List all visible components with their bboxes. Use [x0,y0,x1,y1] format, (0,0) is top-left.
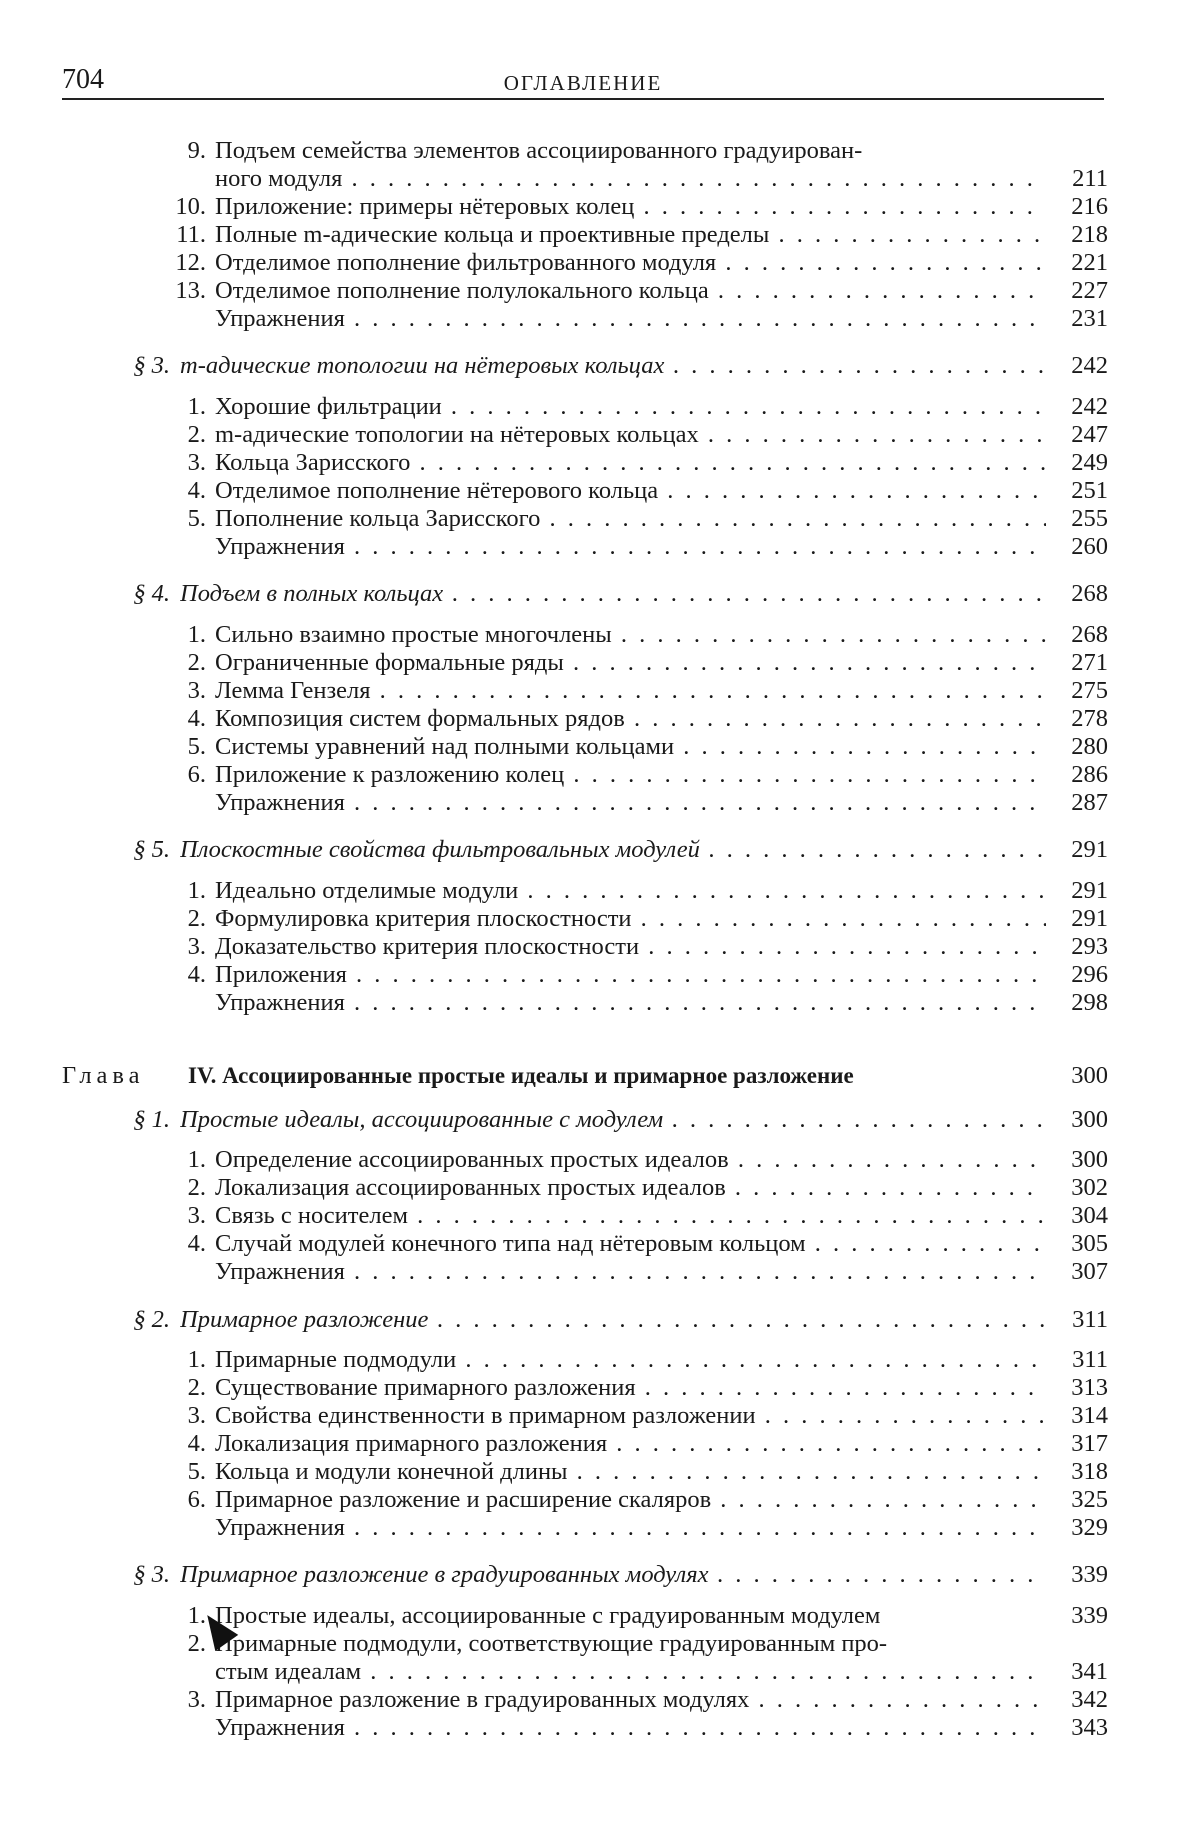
entry-page-number: 242 [1071,393,1108,420]
entry-title: Подъем семейства элементов ассоциированного градуирован- [215,137,863,164]
entry-number: 6. [187,1486,206,1513]
toc-entry [0,1458,1200,1486]
entry-title: Упражнения . . . [215,789,1046,817]
entry-title: Локализация ассоциированных простых идеалов . . . [215,1174,1046,1202]
entry-page-number: 325 [1071,1486,1108,1513]
entry-title: Пополнение кольца Зарисского . . . [215,505,1046,533]
entry-number: 3. [187,1202,206,1229]
entry-title: Приложение к разложению колец . . . [215,761,1046,789]
entry-title: Простые идеалы, ассоциированные с модулем . . . [180,1106,1046,1134]
entry-page-number: 247 [1071,421,1108,448]
toc-entry [0,1630,1200,1658]
entry-number: 4. [187,477,206,504]
entry-page-number: 342 [1071,1686,1108,1713]
header-rule [62,98,1104,100]
chapter-label: Глава [62,1062,145,1089]
toc-entry [0,789,1200,817]
entry-page-number: 305 [1071,1230,1108,1257]
entry-number: 12. [175,249,206,276]
toc-entry [0,352,1200,380]
entry-page-number: 211 [1072,165,1108,192]
entry-number: 2. [187,1174,206,1201]
entry-page-number: 341 [1071,1658,1108,1685]
entry-page-number: 280 [1071,733,1108,760]
toc-entry [0,421,1200,449]
toc-entry [0,393,1200,421]
toc-entry [0,1306,1200,1334]
entry-title: Примарные подмодули, соответствующие градуированным про- [215,1630,888,1657]
entry-title: Ограниченные формальные ряды . . . [215,649,1046,677]
entry-page-number: 302 [1071,1174,1108,1201]
entry-page-number: 304 [1071,1202,1108,1229]
entry-title: Отделимое пополнение нётерового кольца . . . [215,477,1046,505]
entry-number: 3. [187,677,206,704]
toc-entry [0,1486,1200,1514]
entry-number: 1. [187,621,206,648]
entry-title: Отделимое пополнение фильтрованного модуля . . . [215,249,1046,277]
entry-page-number: 286 [1071,761,1108,788]
toc-entry [0,1202,1200,1230]
entry-number: 1. [187,1146,206,1173]
toc-entry [0,1402,1200,1430]
entry-title: Примарное разложение . . . [180,1306,1046,1334]
entry-title: Упражнения . . . [215,1258,1046,1286]
entry-number: 11. [176,221,206,248]
toc-entry [0,621,1200,649]
entry-page-number: 278 [1071,705,1108,732]
toc-entry [0,193,1200,221]
entry-number: 13. [175,277,206,304]
entry-title: Связь с носителем . . . [215,1202,1046,1230]
toc-entry [0,1062,1200,1090]
toc-entry [0,1346,1200,1374]
toc-entry [0,477,1200,505]
entry-title: Упражнения . . . [215,989,1046,1017]
entry-page-number: 318 [1071,1458,1108,1485]
entry-number: 5. [187,733,206,760]
entry-page-number: 231 [1071,305,1108,332]
entry-page-number: 300 [1071,1062,1108,1089]
entry-title: Существование примарного разложения . . . [215,1374,1046,1402]
entry-title: Примарное разложение и расширение скаляров . . . [215,1486,1046,1514]
toc-entry [0,1146,1200,1174]
entry-number: 1. [187,393,206,420]
entry-title: Упражнения . . . [215,305,1046,333]
entry-number: 2. [187,1630,206,1657]
toc-entry [0,1561,1200,1589]
toc-entry [0,533,1200,561]
entry-title: Сильно взаимно простые многочлены . . . [215,621,1046,649]
entry-page-number: 287 [1071,789,1108,816]
entry-title: Приложение: примеры нётеровых колец . . . [215,193,1046,221]
entry-number: § 1. [133,1106,170,1133]
entry-page-number: 242 [1071,352,1108,379]
entry-page-number: 343 [1071,1714,1108,1741]
entry-title: Плоскостные свойства фильтровальных модулей . . . [180,836,1046,864]
entry-title: Системы уравнений над полными кольцами . . . [215,733,1046,761]
entry-number: 10. [175,193,206,220]
toc-entry [0,1174,1200,1202]
entry-page-number: 291 [1071,836,1108,863]
toc-entry [0,733,1200,761]
entry-page-number: 227 [1071,277,1108,304]
toc-entry [0,580,1200,608]
entry-title: Лемма Гензеля . . . [215,677,1046,705]
entry-title: Свойства единственности в примарном разложении . . . [215,1402,1046,1430]
entry-title: m-адические топологии на нётеровых кольцах . . . [215,421,1046,449]
toc-entry [0,449,1200,477]
toc-entry [0,961,1200,989]
entry-page-number: 300 [1071,1106,1108,1133]
entry-title: Случай модулей конечного типа над нётеровым кольцом . . . [215,1230,1046,1258]
toc-entry [0,836,1200,864]
entry-page-number: 221 [1071,249,1108,276]
entry-page-number: 329 [1071,1514,1108,1541]
toc-entry [0,165,1200,193]
entry-title: Полные m-адические кольца и проективные пределы . . . [215,221,1046,249]
entry-title: Примарное разложение в градуированных модулях . . . [215,1686,1046,1714]
entry-number: 2. [187,421,206,448]
entry-number: 6. [187,761,206,788]
entry-number: 4. [187,961,206,988]
entry-title: Упражнения . . . [215,533,1046,561]
entry-page-number: 275 [1071,677,1108,704]
entry-page-number: 339 [1071,1602,1108,1629]
entry-number: 4. [187,1430,206,1457]
entry-number: 3. [187,933,206,960]
entry-page-number: 311 [1072,1306,1108,1333]
entry-title: Формулировка критерия плоскостности . . . [215,905,1046,933]
entry-title: Приложения . . . [215,961,1046,989]
entry-title: Примарные подмодули . . . [215,1346,1046,1374]
toc-entry [0,1602,1200,1630]
entry-page-number: 300 [1071,1146,1108,1173]
entry-number: 3. [187,449,206,476]
running-title: ОГЛАВЛЕНИЕ [503,71,663,95]
toc-entry [0,905,1200,933]
entry-page-number: 311 [1072,1346,1108,1373]
entry-page-number: 339 [1071,1561,1108,1588]
entry-page-number: 313 [1071,1374,1108,1401]
entry-number: 1. [187,877,206,904]
toc-entry [0,137,1200,165]
toc-entry [0,505,1200,533]
entry-title: Доказательство критерия плоскостности . . . [215,933,1046,961]
toc-entry [0,1658,1200,1686]
entry-number: 2. [187,1374,206,1401]
entry-page-number: 260 [1071,533,1108,560]
entry-title: Хорошие фильтрации . . . [215,393,1046,421]
entry-number: § 2. [133,1306,170,1333]
entry-title: Кольца и модули конечной длины . . . [215,1458,1046,1486]
entry-page-number: 216 [1071,193,1108,220]
entry-number: § 3. [133,352,170,379]
toc-entry [0,1258,1200,1286]
entry-title: стым идеалам . . . [215,1658,1046,1686]
entry-number: 1. [187,1602,206,1629]
entry-page-number: 271 [1071,649,1108,676]
toc-entry [0,1514,1200,1542]
toc-entry [0,677,1200,705]
entry-page-number: 307 [1071,1258,1108,1285]
entry-page-number: 291 [1071,905,1108,932]
entry-number: § 3. [133,1561,170,1588]
page-header [62,62,1104,100]
entry-page-number: 293 [1071,933,1108,960]
entry-number: 2. [187,905,206,932]
entry-number: § 5. [133,836,170,863]
toc-entry [0,933,1200,961]
entry-number: 5. [187,505,206,532]
toc-entry [0,305,1200,333]
toc-entry [0,761,1200,789]
toc-entry [0,1686,1200,1714]
entry-page-number: 218 [1071,221,1108,248]
entry-number: 4. [187,1230,206,1257]
entry-page-number: 268 [1071,621,1108,648]
entry-page-number: 268 [1071,580,1108,607]
entry-title: Композиция систем формальных рядов . . . [215,705,1046,733]
entry-page-number: 298 [1071,989,1108,1016]
entry-number: 1. [187,1346,206,1373]
entry-title: m-адические топологии на нётеровых кольцах . . . [180,352,1046,380]
entry-title: IV. Ассоциированные простые идеалы и примарное разложение [188,1063,854,1088]
entry-page-number: 317 [1071,1430,1108,1457]
page-number: 704 [62,64,104,95]
toc-entry [0,1714,1200,1742]
toc-entry [0,877,1200,905]
entry-title: Отделимое пополнение полулокального кольца . . . [215,277,1046,305]
toc-entry [0,277,1200,305]
toc-entry [0,649,1200,677]
entry-number: 3. [187,1686,206,1713]
toc-entry [0,1430,1200,1458]
toc-entry [0,249,1200,277]
entry-title: Простые идеалы, ассоциированные с градуированным модулем [215,1602,881,1629]
entry-page-number: 296 [1071,961,1108,988]
entry-number: 4. [187,705,206,732]
entry-title: Примарное разложение в градуированных модулях . . . [180,1561,1046,1589]
entry-title: Упражнения . . . [215,1714,1046,1742]
toc-entry [0,1106,1200,1134]
toc-entry [0,1374,1200,1402]
toc-entry [0,221,1200,249]
entry-number: 3. [187,1402,206,1429]
entry-title: Определение ассоциированных простых идеалов . . . [215,1146,1046,1174]
entry-title: Идеально отделимые модули . . . [215,877,1046,905]
entry-number: § 4. [133,580,170,607]
entry-number: 9. [187,137,206,164]
entry-page-number: 249 [1071,449,1108,476]
entry-title: Упражнения . . . [215,1514,1046,1542]
toc-entry [0,1230,1200,1258]
entry-title: Подъем в полных кольцах . . . [180,580,1046,608]
entry-number: 5. [187,1458,206,1485]
toc-entry [0,705,1200,733]
entry-page-number: 291 [1071,877,1108,904]
entry-page-number: 255 [1071,505,1108,532]
toc-entry [0,989,1200,1017]
entry-number: 2. [187,649,206,676]
entry-title: Локализация примарного разложения . . . [215,1430,1046,1458]
entry-page-number: 314 [1071,1402,1108,1429]
entry-title: Кольца Зарисского . . . [215,449,1046,477]
entry-page-number: 251 [1071,477,1108,504]
entry-title: ного модуля . . . [215,165,1046,193]
